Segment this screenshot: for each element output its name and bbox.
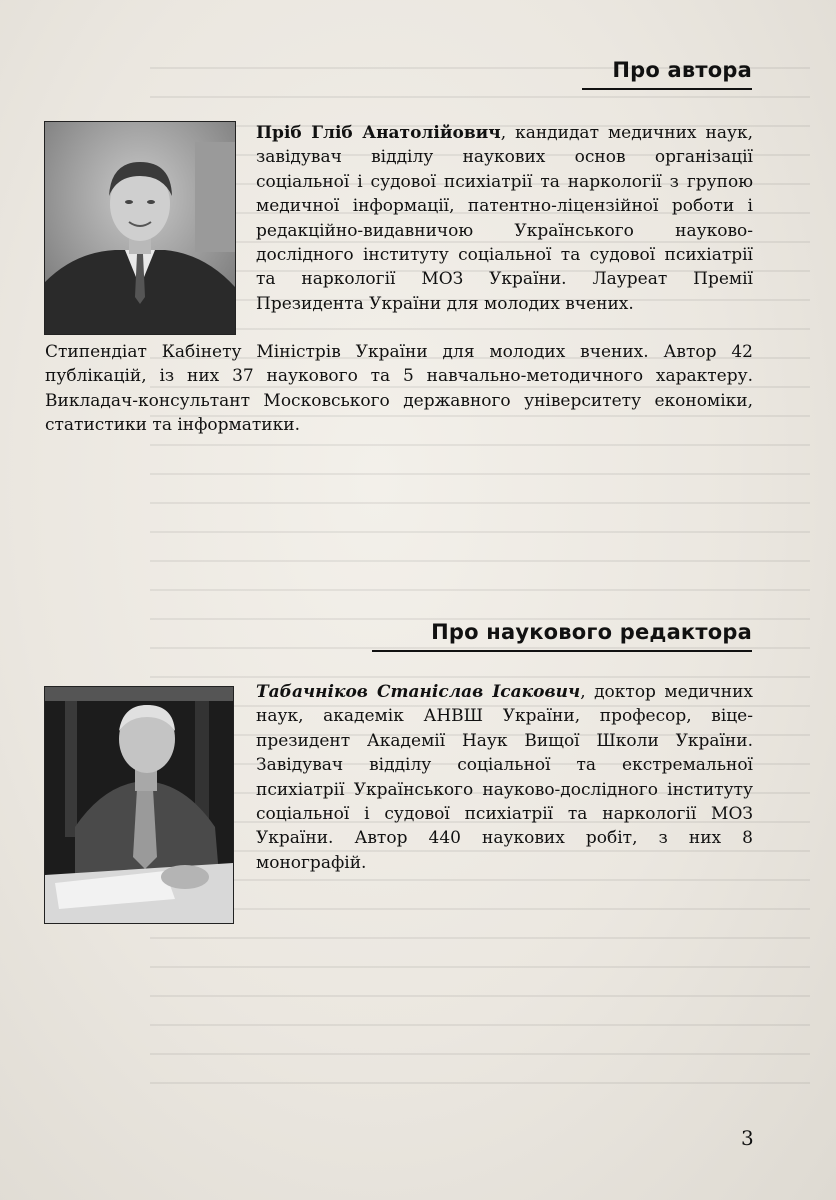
editor-heading: Про наукового редактора	[431, 620, 752, 644]
editor-photo	[44, 686, 234, 924]
editor-bio	[256, 680, 753, 875]
editor-heading-rule	[372, 650, 752, 652]
editor-name: Табачніков Станіслав Ісакович	[256, 682, 581, 702]
author-heading-rule	[582, 88, 752, 90]
author-bio-continued: Стипендіат Кабінету Міністрів України для молодих вчених. Автор 42 публікацій, із них 37 наукового та 5 навчально-методичного характеру. Викладач-консультант Московського державного університету економіки, статистики та інформатики.	[45, 342, 753, 436]
page-number: 3	[741, 1126, 754, 1150]
editor-bio-text: , доктор медичних наук, академік АНВШ України, професор, віце-президент Академії Наук Вищої Школи України. Завідувач відділу соціальної та екстремальної психіатрії Українського науково-дослідного інституту соціальної і судової психіатрії та наркології МОЗ України. Автор 440 наукових робіт, з них 8 монографій.	[256, 682, 753, 873]
author-heading: Про автора	[612, 58, 752, 82]
author-bio-text: , кандидат медичних наук, завідувач відділу наукових основ організації соціальної і судової психіатрії та наркології з групою медичної інформації, патентно-ліцензійної роботи і редакційно-видавничою Українського науково-дослідного інституту соціальної та судової психіатрії та наркології МОЗ України. Лауреат Премії Президента України для молодих вчених.	[256, 123, 753, 314]
author-photo	[44, 121, 236, 335]
author-bio	[256, 121, 753, 316]
author-name: Пріб Гліб Анатолійович	[256, 123, 501, 143]
